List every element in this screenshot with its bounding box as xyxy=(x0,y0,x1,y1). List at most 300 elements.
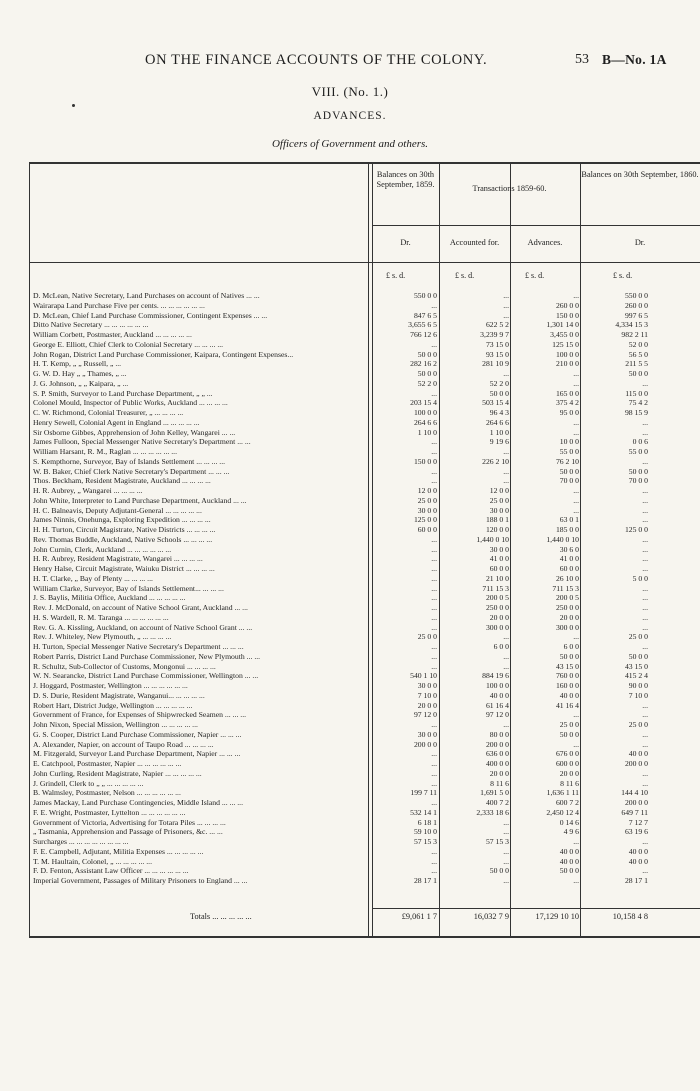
table-row xyxy=(30,457,700,467)
row-accounted-for: ... xyxy=(503,876,509,885)
row-description: William Clarke, Surveyor, Bay of Islands Settlement... ... ... ... xyxy=(33,583,224,593)
row-description: Rev. J. McDonald, on account of Native School Grant, Auckland ... ... xyxy=(33,603,248,612)
header-dr-opening: Dr. xyxy=(400,238,411,247)
row-description: W. B. Baker, Chief Clerk Native Secretary's Department ... ... ... xyxy=(33,466,230,476)
table-row xyxy=(30,642,700,652)
row-advances: ... xyxy=(573,876,579,885)
row-balance-closing: ... xyxy=(642,642,648,651)
row-accounted-for: 120 0 0 xyxy=(485,525,509,534)
row-advances: 50 0 0 xyxy=(559,651,579,661)
table-row xyxy=(30,798,700,808)
row-balance-opening: ... xyxy=(431,573,437,583)
row-description: H. T. Clarke, „ Bay of Plenty ... ... ... ... xyxy=(33,573,153,583)
row-description: John Rogan, District Land Purchase Commissioner, Kaipara, Contingent Expenses... xyxy=(33,349,294,359)
currency-units: £ s. d. xyxy=(455,271,475,280)
row-balance-closing: 90 0 0 xyxy=(628,681,648,690)
row-balance-closing: 50 0 0 xyxy=(628,369,648,378)
row-advances: 41 16 4 xyxy=(555,700,579,710)
table-row xyxy=(30,359,700,369)
row-description: Henry Halse, Circuit Magistrate, Waiuku District ... ... ... ... xyxy=(33,564,215,573)
row-description: „ Tasmania, Apprehension and Passage of Prisoners, &c. ... ... xyxy=(33,827,223,837)
row-accounted-for: 97 12 0 xyxy=(485,710,509,720)
row-balance-opening: ... xyxy=(431,339,437,349)
row-advances: 50 0 0 xyxy=(559,729,579,739)
row-accounted-for: ... xyxy=(503,651,509,661)
row-balance-opening: ... xyxy=(431,388,437,398)
table-row xyxy=(30,428,700,438)
table-row xyxy=(30,301,700,311)
row-balance-opening: ... xyxy=(431,534,437,544)
table-row xyxy=(30,759,700,769)
row-description: William Corbett, Postmaster, Auckland ... ... ... ... ... xyxy=(33,330,192,339)
table-row xyxy=(30,827,700,837)
row-balance-closing: 28 17 1 xyxy=(624,876,648,885)
row-balance-opening: ... xyxy=(431,564,437,573)
table-row xyxy=(30,564,700,574)
row-balance-closing: 40 0 0 xyxy=(628,749,648,759)
row-accounted-for: 200 0 0 xyxy=(485,739,509,749)
row-advances: 26 10 0 xyxy=(555,573,579,583)
row-advances: ... xyxy=(573,739,579,749)
session-reference: B—No. 1A xyxy=(602,52,667,67)
row-balance-opening: 57 15 3 xyxy=(413,837,437,846)
row-description: Government of France, for Expenses of Shipwrecked Seamen ... ... ... xyxy=(33,710,247,720)
row-description: D. McLean, Native Secretary, Land Purchases on account of Natives ... ... xyxy=(33,291,260,300)
row-balance-opening: ... xyxy=(431,661,437,671)
row-balance-opening: 30 0 0 xyxy=(417,729,437,739)
table-row xyxy=(30,496,700,506)
row-advances: ... xyxy=(573,427,579,437)
table-row xyxy=(30,369,700,379)
row-balance-closing: 25 0 0 xyxy=(628,632,648,642)
row-balance-closing: 5 0 0 xyxy=(632,573,648,583)
row-balance-closing: ... xyxy=(642,593,648,603)
row-advances: 10 0 0 xyxy=(559,437,579,447)
row-accounted-for: ... xyxy=(503,661,509,671)
row-description: James Fulloon, Special Messenger Native Secretary's Department ... ... xyxy=(33,437,251,447)
totals-label: Totals ... ... ... ... ... xyxy=(190,912,252,921)
row-accounted-for: ... xyxy=(503,447,509,456)
row-accounted-for: 264 6 6 xyxy=(485,417,509,427)
row-accounted-for: ... xyxy=(503,300,509,310)
row-accounted-for: ... xyxy=(503,827,509,837)
row-description: M. Fitzgerald, Surveyor Land Purchase Department, Napier ... ... ... xyxy=(33,749,241,759)
table-row xyxy=(30,408,700,418)
row-description: Robert Hart, District Judge, Wellington ... ... ... ... ... xyxy=(33,700,193,710)
row-balance-opening: ... xyxy=(431,622,437,632)
table-row xyxy=(30,379,700,389)
row-balance-closing: ... xyxy=(642,417,648,427)
row-advances: 165 0 0 xyxy=(555,388,579,398)
row-balance-closing: ... xyxy=(642,583,648,593)
row-accounted-for: 52 2 0 xyxy=(489,378,509,388)
row-description: Rev. J. Whiteley, New Plymouth, „ ... ... ... ... xyxy=(33,632,172,642)
row-description: Colonel Mould, Inspector of Public Works, Auckland ... ... ... ... xyxy=(33,398,228,408)
row-balance-opening: ... xyxy=(431,603,437,612)
row-balance-opening: ... xyxy=(431,866,437,876)
row-advances: 375 4 2 xyxy=(555,398,579,408)
row-description: C. W. Richmond, Colonial Treasurer, „ ... ... ... ... xyxy=(33,408,184,417)
row-advances: 25 0 0 xyxy=(559,720,579,729)
row-accounted-for: 622 5 2 xyxy=(485,320,509,330)
table-row xyxy=(30,486,700,496)
table-row xyxy=(30,857,700,867)
row-balance-opening: 199 7 11 xyxy=(410,788,437,798)
currency-units: £ s. d. xyxy=(613,271,633,280)
row-accounted-for: 73 15 0 xyxy=(485,339,509,349)
row-balance-closing: ... xyxy=(642,700,648,710)
row-advances: 3,455 0 0 xyxy=(550,330,579,339)
row-accounted-for: 400 7 2 xyxy=(485,798,509,807)
row-balance-opening: 540 1 10 xyxy=(410,671,437,681)
row-balance-closing: ... xyxy=(642,603,648,612)
row-advances: 676 0 0 xyxy=(555,749,579,759)
row-advances: ... xyxy=(573,837,579,846)
row-balance-closing: ... xyxy=(642,456,648,466)
row-balance-opening: 125 0 0 xyxy=(413,515,437,525)
table-row xyxy=(30,632,700,642)
row-description: R. Schultz, Sub-Collector of Customs, Mongonui ... ... ... ... xyxy=(33,661,216,671)
row-advances: 76 2 10 xyxy=(555,456,579,466)
row-balance-closing: ... xyxy=(642,544,648,554)
row-balance-closing: ... xyxy=(642,554,648,564)
row-advances: 210 0 0 xyxy=(555,359,579,369)
row-advances: 63 0 1 xyxy=(559,515,579,525)
row-description: Ditto Native Secretary ... ... ... ... ... ... xyxy=(33,320,149,330)
currency-units: £ s. d. xyxy=(386,271,406,280)
row-advances: 600 0 0 xyxy=(555,759,579,768)
row-balance-opening: ... xyxy=(431,554,437,564)
row-balance-opening: 847 6 5 xyxy=(413,310,437,320)
row-balance-closing: 40 0 0 xyxy=(628,856,648,866)
row-description: H. R. Aubrey, Resident Magistrate, Wangarei ... ... ... ... xyxy=(33,554,203,564)
row-accounted-for: 2,333 18 6 xyxy=(476,807,509,817)
row-description: Robert Parris, District Land Purchase Commissioner, New Plymouth ... ... xyxy=(33,651,261,661)
row-balance-closing: ... xyxy=(642,778,648,788)
row-advances: 160 0 0 xyxy=(555,681,579,690)
row-balance-closing: 52 0 0 xyxy=(628,339,648,349)
row-accounted-for: 80 0 0 xyxy=(489,729,509,739)
table-row xyxy=(30,623,700,633)
row-balance-closing: ... xyxy=(642,837,648,846)
table-row xyxy=(30,818,700,828)
table-row xyxy=(30,447,700,457)
row-advances: ... xyxy=(573,632,579,642)
row-balance-opening: 550 0 0 xyxy=(413,291,437,300)
row-balance-opening: 59 10 0 xyxy=(413,827,437,837)
row-advances: 4 9 6 xyxy=(563,827,579,837)
currency-units: £ s. d. xyxy=(525,271,545,280)
row-advances: 150 0 0 xyxy=(555,310,579,320)
row-description: H. R. Aubrey, „ Wangarei ... ... ... ... xyxy=(33,486,143,495)
table-row xyxy=(30,769,700,779)
table-row xyxy=(30,866,700,876)
row-advances: ... xyxy=(573,710,579,720)
row-advances: 1,440 0 10 xyxy=(546,534,579,544)
table-row xyxy=(30,740,700,750)
running-header xyxy=(0,52,700,72)
row-balance-closing: ... xyxy=(642,486,648,495)
row-balance-closing: 7 10 0 xyxy=(628,690,648,700)
table-row xyxy=(30,837,700,847)
row-balance-opening: 100 0 0 xyxy=(413,408,437,417)
row-accounted-for: 636 0 0 xyxy=(485,749,509,759)
row-accounted-for: 226 2 10 xyxy=(482,456,509,466)
table-row xyxy=(30,691,700,701)
table-row xyxy=(30,710,700,720)
row-accounted-for: 884 19 6 xyxy=(482,671,509,681)
row-balance-opening: ... xyxy=(431,759,437,768)
row-description: G. W. D. Hay „ „ Thames, „ ... xyxy=(33,369,127,378)
row-advances: 250 0 0 xyxy=(555,603,579,612)
row-balance-closing: 211 5 5 xyxy=(625,359,648,369)
table-row xyxy=(30,701,700,711)
row-balance-opening: ... xyxy=(431,583,437,593)
row-accounted-for: 188 0 1 xyxy=(485,515,509,525)
header-accounted-for: Accounted for. xyxy=(449,238,500,247)
row-balance-opening: ... xyxy=(431,846,437,856)
row-accounted-for: 400 0 0 xyxy=(485,759,509,768)
table-row xyxy=(30,291,700,301)
row-accounted-for: 503 15 4 xyxy=(482,398,509,408)
row-accounted-for: 93 15 0 xyxy=(485,349,509,359)
row-accounted-for: 281 10 9 xyxy=(482,359,509,369)
row-balance-opening: ... xyxy=(431,768,437,778)
table-row xyxy=(30,662,700,672)
row-balance-closing: ... xyxy=(642,564,648,573)
row-balance-opening: 766 12 6 xyxy=(410,330,437,339)
row-advances: 260 0 0 xyxy=(555,300,579,310)
row-balance-opening: 1 10 0 xyxy=(417,427,437,437)
table-row xyxy=(30,506,700,516)
row-balance-opening: 3,655 6 5 xyxy=(408,320,437,330)
row-advances: ... xyxy=(573,378,579,388)
row-balance-opening: ... xyxy=(431,798,437,807)
row-balance-closing: 75 4 2 xyxy=(628,398,648,408)
row-balance-opening: 282 16 2 xyxy=(410,359,437,369)
row-accounted-for: 20 0 0 xyxy=(489,612,509,622)
header-dr-closing: Dr. xyxy=(634,238,646,247)
row-accounted-for: 41 0 0 xyxy=(489,554,509,564)
row-advances: 95 0 0 xyxy=(559,408,579,417)
table-row xyxy=(30,574,700,584)
row-accounted-for: 300 0 0 xyxy=(485,622,509,632)
row-advances: 43 15 0 xyxy=(555,661,579,671)
table-row xyxy=(30,847,700,857)
row-description: D. McLean, Chief Land Purchase Commissioner, Contingent Expenses ... ... xyxy=(33,310,268,320)
row-description: Rev. G. A. Kissling, Auckland, on account of Native School Grant ... ... xyxy=(33,622,253,632)
row-balance-opening: 7 10 0 xyxy=(417,690,437,700)
table-row xyxy=(30,681,700,691)
row-balance-opening: ... xyxy=(431,593,437,603)
row-balance-closing: 144 4 10 xyxy=(621,788,648,798)
row-balance-opening: ... xyxy=(431,612,437,622)
row-accounted-for: 96 4 3 xyxy=(489,408,509,417)
row-advances: 60 0 0 xyxy=(559,564,579,573)
row-advances: 8 11 6 xyxy=(560,778,579,788)
row-accounted-for: 61 16 4 xyxy=(485,700,509,710)
row-accounted-for: 50 0 0 xyxy=(489,866,509,876)
table-row xyxy=(30,418,700,428)
row-balance-opening: ... xyxy=(431,437,437,447)
table-row xyxy=(30,749,700,759)
row-balance-opening: 6 18 1 xyxy=(417,817,437,827)
row-advances: 0 14 6 xyxy=(559,817,579,827)
row-accounted-for: 3,239 9 7 xyxy=(480,330,509,339)
row-balance-opening: 264 6 6 xyxy=(413,417,437,427)
row-description: G. S. Cooper, District Land Purchase Commissioner, Napier ... ... ... xyxy=(33,729,242,739)
row-balance-opening: 60 0 0 xyxy=(417,525,437,534)
advances-table xyxy=(29,162,700,938)
row-balance-opening: ... xyxy=(431,447,437,456)
section-number: VIII. (No. 1.) xyxy=(311,84,389,99)
row-advances: 2,450 12 4 xyxy=(546,807,579,817)
row-advances: 300 0 0 xyxy=(555,622,579,632)
row-accounted-for: 100 0 0 xyxy=(485,681,509,690)
header-balance-closing: Balances on 30th September, 1860. xyxy=(581,170,699,179)
row-balance-opening: 28 17 1 xyxy=(413,876,437,885)
table-subheading: Officers of Government and others. xyxy=(271,138,429,150)
row-balance-closing: 200 0 0 xyxy=(624,798,648,807)
row-accounted-for: 30 0 0 xyxy=(489,544,509,554)
table-row xyxy=(30,525,700,535)
header-advances: Advances. xyxy=(527,238,563,247)
row-advances: 6 0 0 xyxy=(563,642,579,651)
row-accounted-for: 1,691 5 0 xyxy=(480,788,509,798)
row-advances: 40 0 0 xyxy=(559,846,579,856)
row-accounted-for: ... xyxy=(503,856,509,866)
row-accounted-for: 200 0 5 xyxy=(485,593,509,603)
row-description: S. P. Smith, Surveyor to Land Purchase Department, „ „ ... xyxy=(33,388,213,398)
row-balance-closing: ... xyxy=(642,612,648,622)
row-description: A. Alexander, Napier, on account of Taupo Road ... ... ... ... xyxy=(33,739,214,749)
row-description: H. Turton, Special Messenger Native Secretary's Department ... ... ... xyxy=(33,642,244,651)
row-balance-opening: ... xyxy=(431,466,437,476)
row-advances: ... xyxy=(573,291,579,300)
table-row xyxy=(30,476,700,486)
totals-row xyxy=(30,911,700,923)
row-description: Government of Victoria, Advertising for Totara Piles ... ... ... ... xyxy=(33,817,226,827)
table-row xyxy=(30,652,700,662)
row-accounted-for: ... xyxy=(503,291,509,300)
row-advances: 1,636 1 11 xyxy=(546,788,579,798)
row-advances: ... xyxy=(573,505,579,515)
table-row xyxy=(30,437,700,447)
row-accounted-for: ... xyxy=(503,817,509,827)
row-description: George E. Elliott, Chief Clerk to Colonial Secretary ... ... ... ... xyxy=(33,339,224,349)
row-description: W. N. Searancke, District Land Purchase Commissioner, Wellington ... ... xyxy=(33,671,259,681)
row-accounted-for: ... xyxy=(503,369,509,378)
row-description: John Curnin, Clerk, Auckland ... ... ... ... ... ... xyxy=(33,544,172,554)
row-balance-closing: ... xyxy=(642,534,648,544)
table-row xyxy=(30,398,700,408)
row-balance-opening: ... xyxy=(431,544,437,554)
row-advances: ... xyxy=(573,495,579,505)
row-accounted-for: 9 19 6 xyxy=(489,437,509,447)
row-balance-opening: 52 2 0 xyxy=(417,378,437,388)
row-description: J. Grindell, Clerk to „ „ ... ... ... ... ... xyxy=(33,778,144,788)
row-advances: ... xyxy=(573,369,579,378)
row-advances: 185 0 0 xyxy=(555,525,579,534)
row-accounted-for: 50 0 0 xyxy=(489,388,509,398)
row-balance-opening: 50 0 0 xyxy=(417,369,437,378)
row-description: William Harsant, R. M., Raglan ... ... ... ... ... ... xyxy=(33,447,178,456)
table-row xyxy=(30,808,700,818)
row-description: J. Hoggard, Postmaster, Wellington ... ... ... ... ... ... xyxy=(33,681,188,690)
row-description: D. S. Durie, Resident Magistrate, Wanganui... ... ... ... ... xyxy=(33,690,205,700)
row-balance-closing: 40 0 0 xyxy=(628,846,648,856)
row-accounted-for: 21 10 0 xyxy=(485,573,509,583)
row-description: Rev. Thomas Buddle, Auckland, Native Schools ... ... ... ... xyxy=(33,534,213,544)
row-balance-closing: 260 0 0 xyxy=(624,300,648,310)
row-description: Thos. Beckham, Resident Magistrate, Auckland ... ... ... ... xyxy=(33,476,211,486)
row-advances: 50 0 0 xyxy=(559,866,579,876)
table-row xyxy=(30,720,700,730)
table-row xyxy=(30,876,700,886)
row-balance-closing: ... xyxy=(642,710,648,720)
row-accounted-for: 30 0 0 xyxy=(489,505,509,515)
row-balance-closing: 997 6 5 xyxy=(624,310,648,320)
row-balance-closing: 982 2 11 xyxy=(621,330,648,339)
row-description: S. Kempthorne, Surveyor, Bay of Islands Settlement ... ... ... ... xyxy=(33,456,226,466)
row-balance-opening: 203 15 4 xyxy=(410,398,437,408)
row-accounted-for: ... xyxy=(503,476,509,486)
total-advances: 17,129 10 10 xyxy=(535,912,579,921)
row-balance-closing: 98 15 9 xyxy=(624,408,648,417)
row-accounted-for: ... xyxy=(503,466,509,476)
total-accounted-for: 16,032 7 9 xyxy=(473,912,509,921)
row-advances: 100 0 0 xyxy=(555,349,579,359)
row-balance-closing: 43 15 0 xyxy=(624,661,648,671)
row-accounted-for: 6 0 0 xyxy=(493,642,509,651)
table-row xyxy=(30,545,700,555)
row-balance-opening: 150 0 0 xyxy=(413,456,437,466)
row-balance-closing: ... xyxy=(642,495,648,505)
table-row xyxy=(30,535,700,545)
row-description: F. E. Campbell, Adjutant, Militia Expenses ... ... ... ... ... xyxy=(33,846,204,856)
table-body xyxy=(30,291,700,886)
row-balance-opening: ... xyxy=(431,476,437,486)
total-balance-opening: £9,061 1 7 xyxy=(401,912,437,921)
table-row xyxy=(30,320,700,330)
row-balance-closing: ... xyxy=(642,427,648,437)
row-balance-closing: 415 2 4 xyxy=(624,671,648,681)
row-description: James Mackay, Land Purchase Contingencies, Middle Island ... ... ... xyxy=(33,798,244,807)
row-balance-closing: 115 0 0 xyxy=(625,388,648,398)
row-balance-closing: 4,334 15 3 xyxy=(615,320,648,330)
row-balance-opening: 25 0 0 xyxy=(417,632,437,642)
row-advances: 1,301 14 0 xyxy=(546,320,579,330)
row-advances: 70 0 0 xyxy=(559,476,579,486)
row-balance-closing: ... xyxy=(642,739,648,749)
row-advances: 55 0 0 xyxy=(559,447,579,456)
table-row xyxy=(30,311,700,321)
row-description: Surcharges ... ... ... ... ... ... ... ... xyxy=(33,837,129,846)
header-rule xyxy=(30,262,700,263)
row-advances: 200 0 5 xyxy=(555,593,579,603)
row-description: E. Catchpool, Postmaster, Napier ... ... ... ... ... ... xyxy=(33,759,182,768)
table-row xyxy=(30,730,700,740)
running-title: ON THE FINANCE ACCOUNTS OF THE COLONY. xyxy=(145,52,488,68)
row-accounted-for: 20 0 0 xyxy=(489,768,509,778)
row-balance-opening: 50 0 0 xyxy=(417,349,437,359)
row-accounted-for: 8 11 6 xyxy=(490,778,509,788)
row-balance-opening: ... xyxy=(431,642,437,651)
table-row xyxy=(30,779,700,789)
row-description: F. D. Fenton, Assistant Law Officer ... ... ... ... ... ... xyxy=(33,866,189,876)
table-row xyxy=(30,515,700,525)
row-balance-opening: 20 0 0 xyxy=(417,700,437,710)
